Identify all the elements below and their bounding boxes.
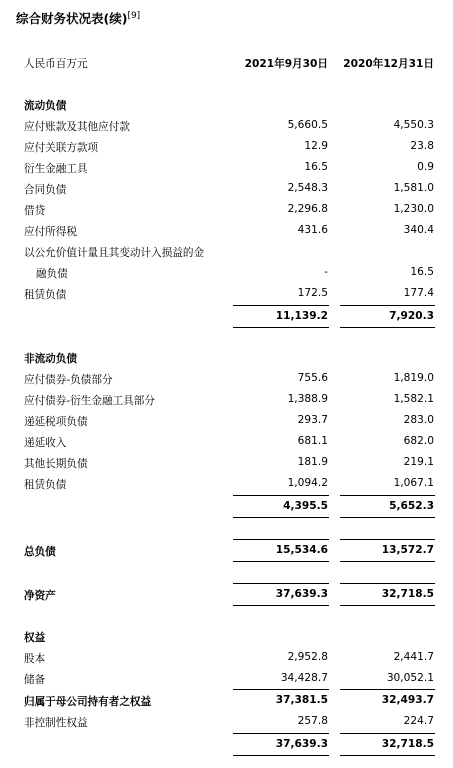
value-2020: 5,652.3 [389, 500, 434, 512]
table-row [0, 200, 453, 220]
row-label: 流动负债 [24, 100, 67, 112]
subtotal-rule [233, 495, 329, 496]
value-2021: - [324, 266, 328, 278]
value-2021: 5,660.5 [287, 119, 328, 131]
row-label: 总负债 [24, 546, 56, 558]
value-2021: 4,395.5 [283, 500, 328, 512]
row-label: 衍生金融工具 [24, 163, 88, 175]
value-2021: 1,094.2 [287, 477, 328, 489]
table-row [0, 179, 453, 199]
col2-header: 2020年12月31日 [343, 58, 434, 70]
value-2021: 37,639.3 [275, 738, 328, 750]
value-2020: 1,819.0 [393, 372, 434, 384]
value-2021: 181.9 [297, 456, 328, 468]
row-label: 归属于母公司持有者之权益 [24, 696, 152, 708]
row-label: 净资产 [24, 590, 56, 602]
value-2020: 1,067.1 [393, 477, 434, 489]
table-row [0, 648, 453, 668]
row-label: 融负债 [36, 268, 68, 280]
table-row [0, 474, 453, 494]
subtotal-row-noncurrent [0, 497, 453, 517]
value-2021: 37,639.3 [275, 588, 328, 600]
total-rule [233, 539, 329, 540]
title-text: 综合财务状况表(续) [16, 11, 128, 26]
table-row [0, 137, 453, 157]
footnote-ref: [9] [127, 10, 141, 21]
total-rule [233, 583, 329, 584]
value-2020: 1,230.0 [393, 203, 434, 215]
section-heading-noncurrent [0, 348, 453, 368]
value-2021: 431.6 [297, 224, 328, 236]
table-row [0, 221, 453, 241]
table-row [0, 432, 453, 452]
value-2020: 2,441.7 [393, 651, 434, 663]
value-2021: 16.5 [304, 161, 328, 173]
row-label: 租赁负债 [24, 479, 67, 491]
value-2021: 257.8 [297, 715, 328, 727]
value-2021: 15,534.6 [275, 544, 328, 556]
value-2020: 32,718.5 [381, 738, 434, 750]
value-2021: 34,428.7 [280, 672, 328, 684]
value-2021: 2,548.3 [287, 182, 328, 194]
value-2020: 340.4 [403, 224, 434, 236]
row-label: 储备 [24, 674, 46, 686]
value-2020: 177.4 [403, 287, 434, 299]
value-2020: 0.9 [417, 161, 434, 173]
value-2020: 4,550.3 [393, 119, 434, 131]
total-rule [340, 733, 435, 734]
col1-header: 2021年9月30日 [244, 58, 328, 70]
row-label: 非控制性权益 [24, 717, 88, 729]
value-2020: 7,920.3 [389, 310, 434, 322]
value-2020: 1,581.0 [393, 182, 434, 194]
value-2021: 2,952.8 [287, 651, 328, 663]
subtotal-rule [340, 689, 435, 690]
table-row [0, 158, 453, 178]
row-label: 股本 [24, 653, 46, 665]
subtotal-rule [340, 305, 435, 306]
value-2021: 755.6 [297, 372, 328, 384]
row-label: 其他长期负债 [24, 458, 88, 470]
total-rule [340, 583, 435, 584]
value-2020: 283.0 [403, 414, 434, 426]
value-2021: 12.9 [304, 140, 328, 152]
row-label: 权益 [24, 632, 46, 644]
subtotal-rule [233, 517, 329, 518]
table-row [0, 411, 453, 431]
total-rule [233, 605, 329, 606]
value-2021: 37,381.5 [275, 694, 328, 706]
total-rule [340, 561, 435, 562]
attributable-equity-row [0, 691, 453, 711]
value-2021: 293.7 [297, 414, 328, 426]
row-label: 应付关联方款项 [24, 142, 99, 154]
table-row [0, 369, 453, 389]
table-row [0, 390, 453, 410]
total-rule [233, 561, 329, 562]
value-2020: 32,493.7 [381, 694, 434, 706]
table-row [0, 284, 453, 304]
subtotal-rule [233, 689, 329, 690]
section-heading-current [0, 95, 453, 115]
row-label: 应付债券-衍生金融工具部分 [24, 395, 155, 407]
row-label: 递延收入 [24, 437, 67, 449]
net-assets-row [0, 585, 453, 605]
section-heading-equity [0, 627, 453, 647]
row-label: 借贷 [24, 205, 46, 217]
row-label: 应付所得税 [24, 226, 77, 238]
subtotal-rule [340, 517, 435, 518]
value-2020: 13,572.7 [381, 544, 434, 556]
row-label: 以公允价值计量且其变动计入损益的金 [24, 247, 205, 259]
column-header [0, 53, 453, 73]
total-rule [340, 539, 435, 540]
total-rule [340, 755, 435, 756]
total-equity-row [0, 735, 453, 755]
value-2021: 681.1 [297, 435, 328, 447]
value-2020: 16.5 [410, 266, 434, 278]
value-2020: 23.8 [410, 140, 434, 152]
page-title [16, 9, 140, 27]
table-row [0, 116, 453, 136]
value-2021: 172.5 [297, 287, 328, 299]
value-2021: 2,296.8 [287, 203, 328, 215]
row-label: 应付账款及其他应付款 [24, 121, 130, 133]
total-rule [233, 733, 329, 734]
subtotal-rule [233, 327, 329, 328]
total-liabilities-row [0, 541, 453, 561]
value-2020: 219.1 [403, 456, 434, 468]
value-2020: 224.7 [403, 715, 434, 727]
value-2021: 1,388.9 [287, 393, 328, 405]
table-row [0, 669, 453, 689]
row-label: 递延税项负债 [24, 416, 88, 428]
row-label: 应付债券-负债部分 [24, 374, 113, 386]
total-rule [340, 605, 435, 606]
value-2020: 32,718.5 [381, 588, 434, 600]
table-row [0, 712, 453, 732]
table-row [0, 453, 453, 473]
table-row [0, 242, 453, 262]
subtotal-row-current [0, 307, 453, 327]
value-2020: 1,582.1 [393, 393, 434, 405]
value-2020: 30,052.1 [386, 672, 434, 684]
value-2021: 11,139.2 [275, 310, 328, 322]
row-label: 合同负债 [24, 184, 67, 196]
subtotal-rule [233, 305, 329, 306]
table-row [0, 263, 453, 283]
row-label: 非流动负债 [24, 353, 77, 365]
unit-label: 人民币百万元 [24, 58, 88, 70]
subtotal-rule [340, 327, 435, 328]
total-rule [233, 755, 329, 756]
subtotal-rule [340, 495, 435, 496]
row-label: 租赁负债 [24, 289, 67, 301]
value-2020: 682.0 [403, 435, 434, 447]
